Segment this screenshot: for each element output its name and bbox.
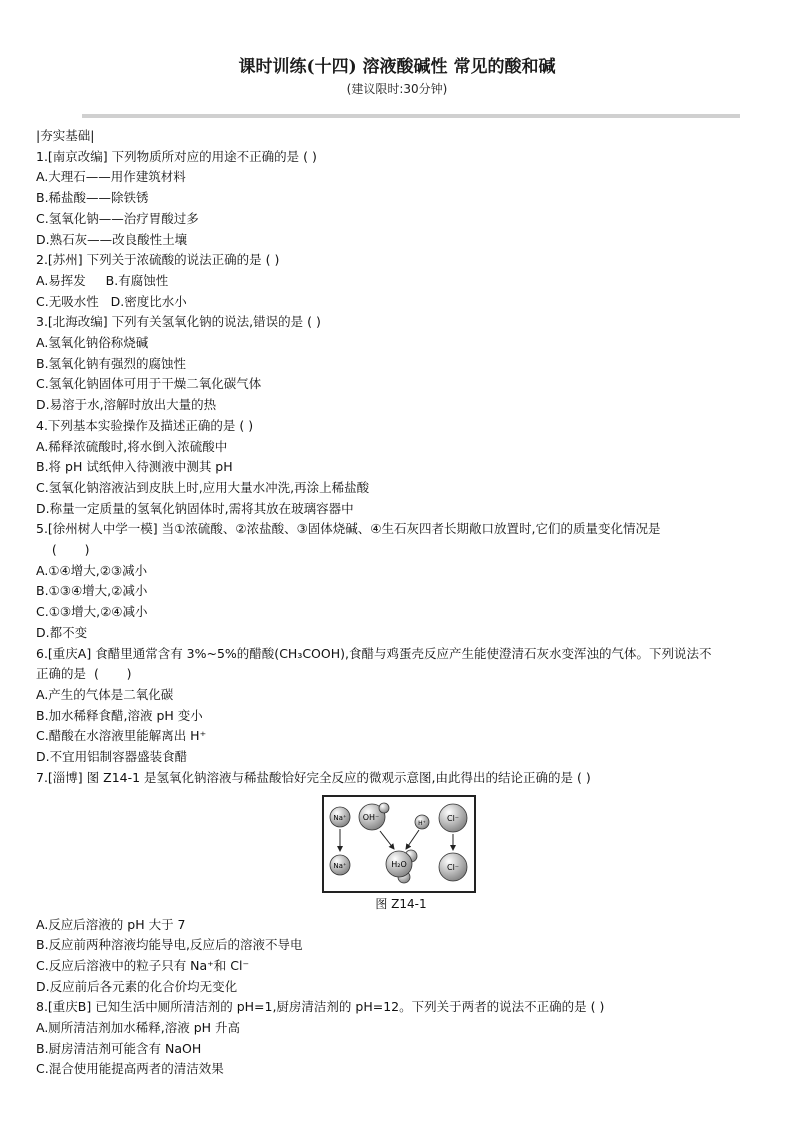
page-title: 课时训练(十四) 溶液酸碱性 常见的酸和碱: [238, 57, 556, 77]
question-8-option-b: B.厨房清洁剂可能含有 NaOH: [36, 1040, 202, 1056]
question-6-option-b: B.加水稀释食醋,溶液 pH 变小: [36, 707, 203, 723]
hydrogen-ion-label: H⁺: [418, 819, 426, 827]
question-4-stem: 4.下列基本实验操作及描述正确的是 ( ): [36, 417, 254, 433]
figure-caption: 图 Z14-1: [375, 896, 427, 911]
hydroxide-h-atom: [379, 803, 389, 813]
question-body: [36, 126, 760, 1080]
question-2-options-ab: A.易挥发 B.有腐蚀性: [36, 272, 169, 288]
question-3-option-a: A.氢氧化钠俗称烧碱: [36, 335, 149, 351]
reaction-diagram: [322, 795, 476, 893]
question-4-option-b: B.将 pH 试纸伸入待测液中测其 pH: [36, 459, 233, 475]
question-8-option-a: A.厕所清洁剂加水稀释,溶液 pH 升高: [36, 1020, 241, 1036]
question-2-options-cd: C.无吸水性 D.密度比水小: [36, 293, 187, 309]
question-8-stem: 8.[重庆B] 已知生活中厕所清洁剂的 pH=1,厨房清洁剂的 pH=12。下列关于两者的说法不正确的是 ( ): [36, 999, 605, 1015]
chloride-ion-before-label: Cl⁻: [446, 813, 460, 823]
hydroxide-ion-label: OH⁻: [362, 812, 380, 822]
hydrogen-arrow: [406, 830, 419, 849]
question-5-stem: 5.[徐州树人中学一模] 当①浓硫酸、②浓盐酸、③固体烧碱、④生石灰四者长期敞口放置时,它们的质量变化情况是: [36, 521, 661, 537]
section-heading: |夯实基础|: [36, 128, 95, 143]
question-3-option-d: D.易溶于水,溶解时放出大量的热: [36, 397, 217, 413]
question-4-option-c: C.氢氧化钠溶液沾到皮肤上时,应用大量水冲洗,再涂上稀盐酸: [36, 479, 370, 495]
question-5-option-a: A.①④增大,②③减小: [36, 562, 148, 578]
question-7-option-a: A.反应后溶液的 pH 大于 7: [36, 916, 186, 932]
question-3-stem: 3.[北海改编] 下列有关氢氧化钠的说法,错误的是 ( ): [36, 314, 321, 330]
question-1-option-b: B.稀盐酸——除铁锈: [36, 190, 149, 206]
question-2-stem: 2.[苏州] 下列关于浓硫酸的说法正确的是 ( ): [36, 252, 280, 268]
question-5-option-d: D.都不变: [36, 624, 88, 640]
question-4-option-a: A.稀释浓硫酸时,将水倒入浓硫酸中: [36, 438, 228, 454]
question-1-option-a: A.大理石——用作建筑材料: [36, 169, 186, 185]
question-7-option-d: D.反应前后各元素的化合价均无变化: [36, 978, 238, 994]
question-1-option-d: D.熟石灰——改良酸性土壤: [36, 231, 188, 247]
sodium-ion-after-label: Na⁺: [333, 861, 347, 870]
question-6-stem: 6.[重庆A] 食醋里通常含有 3%~5%的醋酸(CH₃COOH),食醋与鸡蛋壳反应产生能使澄清石灰水变浑浊的气体。下列说法不: [36, 645, 712, 661]
question-6-option-c: C.醋酸在水溶液里能解离出 H⁺: [36, 728, 207, 744]
question-1-option-c: C.氢氧化钠——治疗胃酸过多: [36, 210, 199, 226]
question-5-option-c: C.①③增大,②④减小: [36, 604, 148, 620]
question-7-option-b: B.反应前两种溶液均能导电,反应后的溶液不导电: [36, 937, 303, 953]
question-7-stem: 7.[淄博] 图 Z14-1 是氢氧化钠溶液与稀盐酸恰好完全反应的微观示意图,由此得出的结论正确的是 ( ): [36, 769, 591, 785]
reaction-diagram-svg: [324, 797, 474, 891]
question-8-option-c: C.混合使用能提高两者的清洁效果: [36, 1061, 224, 1077]
question-6-option-d: D.不宜用铝制容器盛装食醋: [36, 749, 188, 765]
question-5-stem-cont: ( ): [36, 542, 90, 558]
question-5-option-b: B.①③④增大,②减小: [36, 583, 148, 599]
hydroxide-arrow: [380, 831, 394, 849]
chloride-ion-after-label: Cl⁻: [446, 862, 460, 872]
water-molecule-label: H₂O: [391, 859, 407, 869]
question-6-option-a: A.产生的气体是二氧化碳: [36, 686, 174, 702]
question-6-stem-cont: 正确的是 ( ): [36, 666, 132, 682]
question-4-option-d: D.称量一定质量的氢氧化钠固体时,需将其放在玻璃容器中: [36, 500, 354, 516]
time-limit-note: (建议限时:30分钟): [346, 82, 448, 96]
header-divider: [82, 114, 740, 118]
question-7-option-c: C.反应后溶液中的粒子只有 Na⁺和 Cl⁻: [36, 957, 250, 973]
question-1-stem: 1.[南京改编] 下列物质所对应的用途不正确的是 ( ): [36, 148, 317, 164]
question-3-option-b: B.氢氧化钠有强烈的腐蚀性: [36, 355, 187, 371]
question-3-option-c: C.氢氧化钠固体可用于干燥二氧化碳气体: [36, 376, 262, 392]
sodium-ion-before-label: Na⁺: [333, 813, 347, 822]
